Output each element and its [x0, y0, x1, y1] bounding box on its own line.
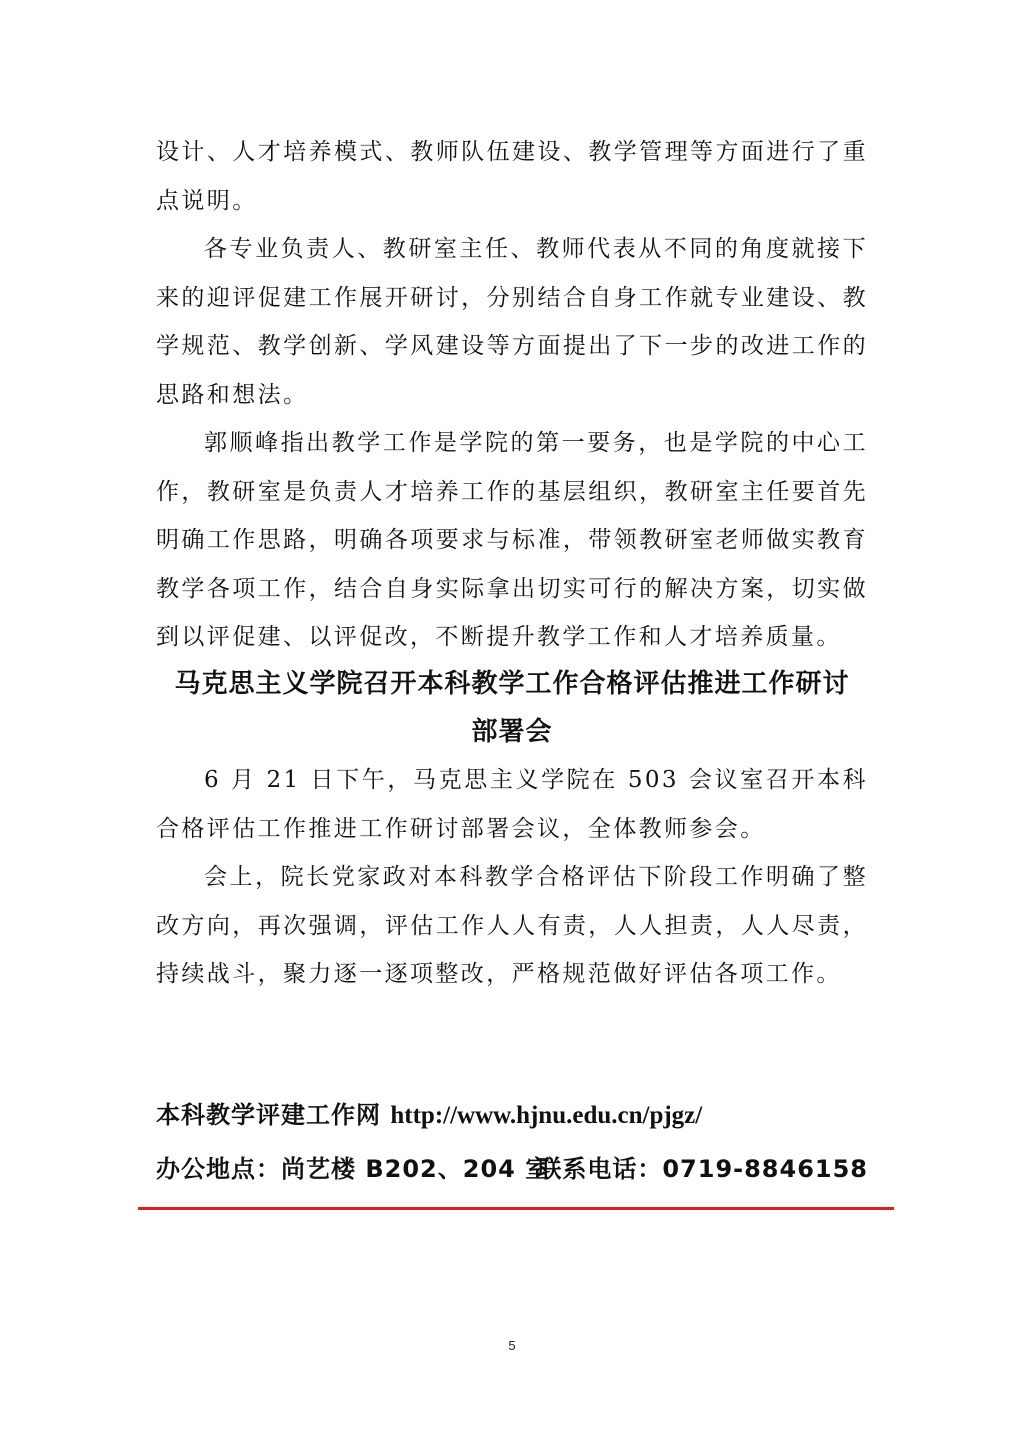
website-label: 本科教学评建工作网	[156, 1101, 381, 1129]
section-2-title-line-1: 马克思主义学院召开本科教学工作合格评估推进工作研讨	[174, 669, 850, 699]
paragraph: 设计、人才培养模式、教师队伍建设、教学管理等方面进行了重点说明。	[156, 139, 868, 214]
section-1-body	[156, 128, 868, 662]
footer-divider	[138, 1207, 894, 1210]
footer-website-line	[156, 1098, 702, 1133]
office-address: 办公地点：尚艺楼 B202、204 室	[156, 1155, 551, 1183]
paragraph: 郭顺峰指出教学工作是学院的第一要务，也是学院的中心工作，教研室是负责人才培养工作的基层组织，教研室主任要首先明确工作思路，明确各项要求与标准，带领教研室老师做实教育教学各项工作，结合自身实际拿出切实可行的解决方案，切实做到以评促建、以评促改，不断提升教学工作和人才培养质量。	[156, 430, 868, 650]
paragraph: 各专业负责人、教研室主任、教师代表从不同的角度就接下来的迎评促建工作展开研讨，分别结合自身工作就专业建设、教学规范、教学创新、学风建设等方面提出了下一步的改进工作的思路和想法。	[156, 236, 868, 408]
page-number: 5	[508, 1338, 516, 1353]
contact-phone: 联系电话：0719-8846158	[537, 1155, 868, 1183]
paragraph: 6 月 21 日下午，马克思主义学院在 503 会议室召开本科合格评估工作推进工作研讨部署会议，全体教师参会。	[156, 767, 868, 842]
section-2-body	[156, 756, 868, 999]
paragraph: 会上，院长党家政对本科教学合格评估下阶段工作明确了整改方向，再次强调，评估工作人人有责，人人担责，人人尽责，持续战斗，聚力逐一逐项整改，严格规范做好评估各项工作。	[156, 864, 868, 987]
section-2-title	[156, 660, 868, 756]
section-2-title-line-2: 部署会	[471, 717, 553, 747]
website-url[interactable]: http://www.hjnu.edu.cn/pjgz/	[390, 1102, 703, 1129]
footer-contact-line	[156, 1152, 868, 1186]
